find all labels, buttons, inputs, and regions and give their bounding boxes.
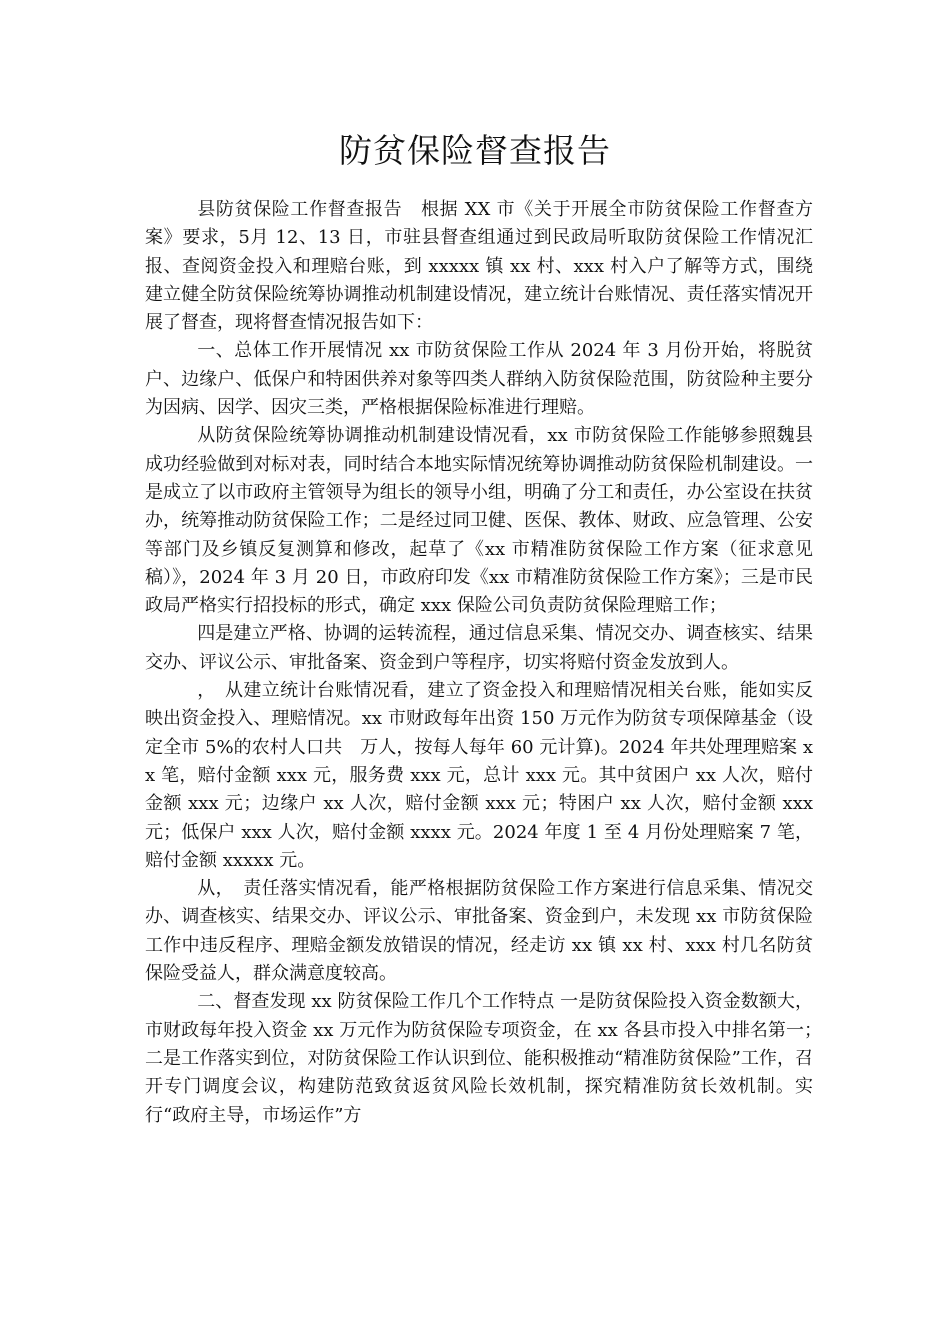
paragraph-responsibility: 从， 责任落实情况看，能严格根据防贫保险工作方案进行信息采集、情况交办、调查核实、结果交办、评议公示、审批备案、资金到户，未发现 xx 市防贫保险工作中违反程序、理赔金额发放错误的情况，经走访 xx 镇 xx 村、xxx 村几名防贫保险受益人，群众满意度较高。 — [145, 878, 813, 985]
paragraph-intro: 县防贫保险工作督查报告 根据 XX 市《关于开展全市防贫保险工作督查方案》要求，5月 12、13 日，市驻县督查组通过到民政局听取防贫保险工作情况汇报、查阅资金投入和理赔台账，到 xxxxx 镇 xx 村、xxx 村入户了解等方式，围绕建立健全防贫保险统筹协调推动机制建设情况，建立统计台账情况、责任落实情况开展了督查，现将督查情况报告如下： — [145, 199, 813, 334]
paragraph-overall-work: 一、总体工作开展情况 xx 市防贫保险工作从 2024 年 3 月份开始，将脱贫户、边缘户、低保户和特困供养对象等四类人群纳入防贫保险范围，防贫险种主要分为因病、因学、因灾三类，严格根据保险标准进行理赔。 — [145, 340, 813, 419]
paragraph-statistics-ledger: ， 从建立统计台账情况看，建立了资金投入和理赔情况相关台账，能如实反映出资金投入、理赔情况。xx 市财政每年出资 150 万元作为防贫专项保障基金（设定全市 5%的农村人口共 万人，按每人每年 60 元计算)。2024 年共处理理赔案 xx 笔，赔付金额 xxx 元，服务费 xxx 元，总计 xxx 元。其中贫困户 xx 人次，赔付金额 xxx 元；边缘户 xx 人次，赔付金额 xxx 元；特困户 xx 人次，赔付金额 xxx 元；低保户 xxx 人次，赔付金额 xxxx 元。2024 年度 1 至 4 月份处理赔案 7 笔，赔付金额 xxxxx 元。 — [145, 680, 813, 871]
document-title: 防贫保险督查报告 — [339, 131, 611, 170]
paragraph-workflow: 四是建立严格、协调的运转流程，通过信息采集、情况交办、调查核实、结果交办、评议公示、审批备案、资金到户等程序，切实将赔付资金发放到人。 — [145, 623, 813, 673]
document-body — [145, 196, 831, 1130]
paragraph-findings: 二、督查发现 xx 防贫保险工作几个工作特点 一是防贫保险投入资金数额大，市财政每年投入资金 xx 万元作为防贫保险专项资金，在 xx 各县市投入中排名第一； 二是工作落实到位，对防贫保险工作认识到位、能积极推动“精准防贫保险”工作，召开专门调度会议，构建防范致贫返贫风险长效机制，探究精准防贫长效机制。实行“政府主导，市场运作”方 — [145, 991, 831, 1126]
paragraph-coordination-mechanism: 从防贫保险统筹协调推动机制建设情况看，xx 市防贫保险工作能够参照魏县成功经验做到对标对表，同时结合本地实际情况统筹协调推动防贫保险机制建设。一是成立了以市政府主管领导为组长的领导小组，明确了分工和责任，办公室设在扶贫办，统筹推动防贫保险工作；二是经过同卫健、医保、教体、财政、应急管理、公安等部门及乡镇反复测算和修改，起草了《xx 市精准防贫保险工作方案（征求意见稿）》，2024 年 3 月 20 日，市政府印发《xx 市精准防贫保险工作方案》；三是市民政局严格实行招投标的形式，确定 xxx 保险公司负责防贫保险理赔工作； — [145, 425, 813, 617]
